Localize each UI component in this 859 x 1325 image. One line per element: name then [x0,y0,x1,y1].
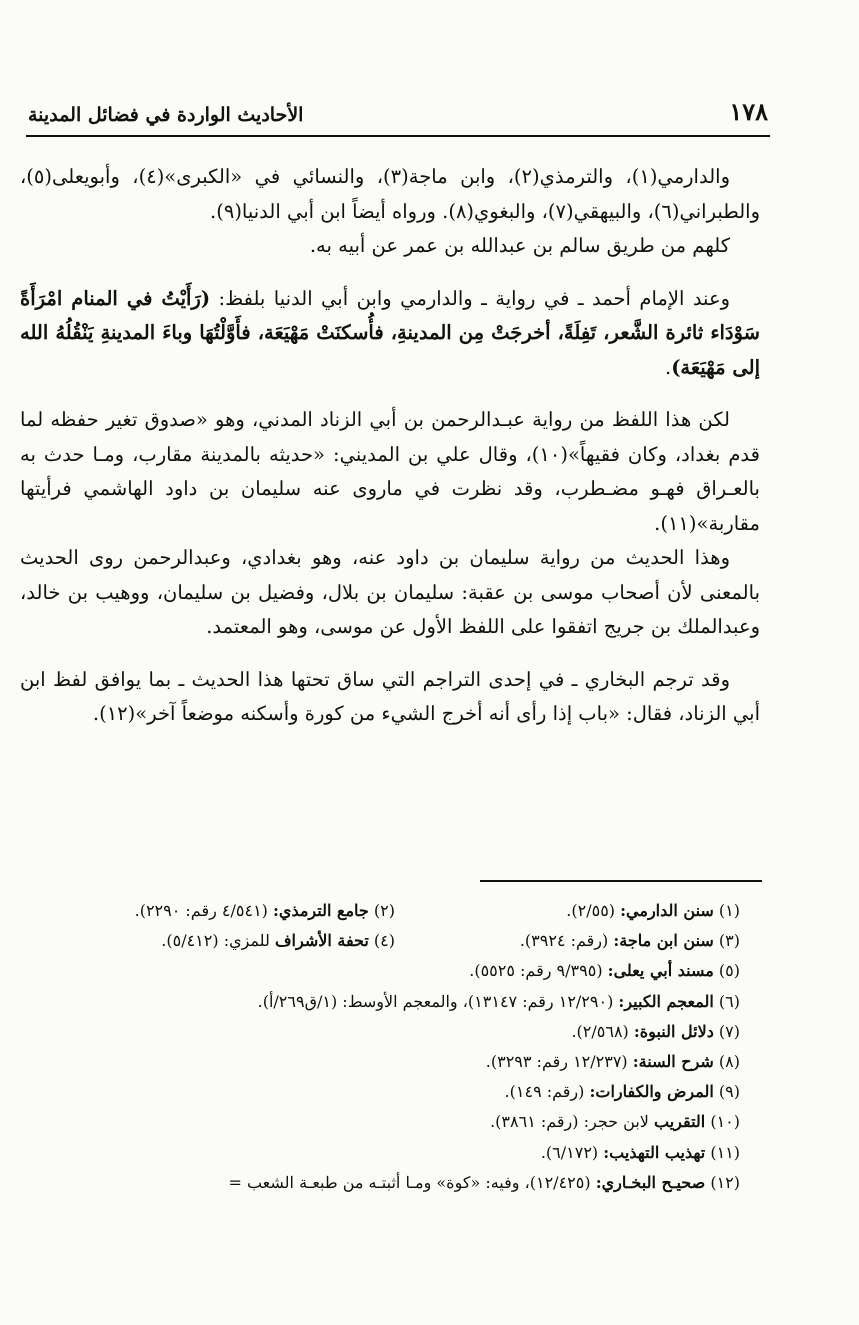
footnotes [20,896,740,1198]
footnote-item [486,1047,740,1077]
paragraph: وهذا الحديث من رواية سليمان بن داود عنه، وهو بغدادي، وعبدالرحمن روى الحديث بالمعنى لأن أصحاب موسى بن عقبة: سليمان بن بلال، وفضيل بن سليمان، ووهيب بن خالد، وعبدالملك بن جريج اتفقوا على اللفظ الأول عن موسى، وهو المعتمد. [20,546,760,638]
footnote-ref: (٢/٥٦٨). [571,1021,629,1041]
footnote-ref: (رقم: ١٤٩). [504,1082,585,1102]
footnote-item [490,1107,740,1137]
page-header [28,86,768,126]
main-text [20,160,760,732]
footnote-number: (٦) [718,991,740,1011]
footnote-ref: (٦/١٧٢). [540,1142,599,1162]
footnote-number: (٨) [718,1052,740,1072]
footnote-item [469,956,740,986]
footnote-ref: (٤/٥٤١ رقم: ٢٢٩٠). [134,901,268,920]
footnote-number: (٩) [718,1082,740,1102]
footnote-number: (١٢) [710,1172,740,1192]
footnote-row [20,1017,740,1047]
footnote-ref: (١٢/٢٩٠ رقم: ١٣١٤٧)، والمعجم الأوسط: (١/ق٢٦٩/أ). [257,991,614,1011]
footnote-title: المعجم الكبير: [618,991,714,1011]
footnote-number: (٥) [718,961,740,981]
footnote-row [20,926,740,956]
footnote-row [20,987,740,1017]
footnote-title: المرض والكفارات: [589,1082,714,1102]
footnote-rule [480,880,762,882]
footnote-ref: (٢/٥٥). [566,901,616,920]
paragraph-text: وعند الإمام أحمد ـ في رواية ـ والدارمي وابن أبي الدنيا بلفظ: [210,286,730,310]
running-title: الأحاديث الواردة في فضائل المدينة [28,104,304,126]
paragraph: وقد ترجم البخاري ـ في إحدى التراجم التي ساق تحتها هذا الحديث ـ بما يوافق لفظ ابن أبي الزناد، فقال: «باب إذا رأى أنه أخرج الشيء من كورة وأسكنه موضعاً آخر»(١٢). [20,667,760,725]
footnote-row [20,1077,740,1107]
footnote-ref: (١٢/٢٣٧ رقم: ٣٢٩٣). [485,1052,628,1072]
footnote-title: تحفة الأشراف [274,931,369,951]
footnote-row [20,1047,740,1077]
footnote-row [20,896,740,926]
footnote-item [258,987,740,1017]
footnote-title: سنن الدارمي: [620,901,714,920]
footnote-item [228,1168,740,1198]
hadith-quote: (رَأَيْتُ في المنام امْرَأَةً سَوْدَاء ثائرة الشَّعر، تَفِلَةً، أخرجَتْ مِن المدينةِ، فأُسكنَتْ مَهْيَعَة، فأَوَّلْتُهَا وباءَ المدينةِ يَنْقُلُهُ الله إلى مَهْيَعَة) [20,286,760,379]
footnote-item [571,1017,740,1047]
footnote-item [505,1077,740,1107]
paragraph: كلهم من طريق سالم بن عبدالله بن عمر عن أبيه به. [309,234,730,257]
page-number: ١٧٨ [729,97,768,126]
footnote-title: تهذيب التهذيب: [603,1142,706,1162]
header-rule [26,135,770,137]
footnote-title: شرح السنة: [632,1052,714,1072]
footnote-title: صحيـح البخـاري: [595,1172,706,1192]
footnote-item [395,896,740,926]
footnote-title: سنن ابن ماجة: [613,931,714,951]
footnote-number: (١٠) [710,1112,740,1132]
footnote-number: (٣) [718,931,740,951]
footnote-title: جامع الترمذي: [273,901,369,920]
paragraph-text: . [664,355,672,379]
paragraph [20,282,760,386]
footnote-row [20,956,740,986]
footnote-item [395,926,740,956]
footnote-item [161,926,395,956]
footnote-row [20,1107,740,1137]
footnote-item [135,896,395,926]
footnote-row [20,1138,740,1168]
footnote-title: مسند أبي يعلى: [607,961,714,981]
footnote-row [20,1168,740,1198]
footnote-number: (٧) [718,1021,740,1041]
footnote-number: (٤) [373,931,395,951]
footnote-number: (٢) [373,901,395,920]
footnote-ref: (رقم: ٣٩٢٤). [519,931,609,951]
footnote-number: (١١) [710,1142,740,1162]
footnote-ref: (٩/٣٩٥ رقم: ٥٥٢٥). [469,961,603,981]
footnote-title: دلائل النبوة: [633,1021,714,1041]
footnote-ref: لابن حجر: (رقم: ٣٨٦١). [490,1112,649,1132]
footnote-number: (١) [718,901,740,920]
footnote-ref: (١٢/٤٢٥)، وفيه: «كوة» ومـا أثبتـه من طبعـة الشعب = [228,1172,591,1192]
paragraph: والدارمي(١)، والترمذي(٢)، وابن ماجة(٣)، والنسائي في «الكبرى»(٤)، وأبويعلى(٥)، والطبراني(٦)، والبيهقي(٧)، والبغوي(٨). ورواه أيضاً ابن أبي الدنيا(٩). [20,165,760,223]
footnote-title: التقريب [653,1112,706,1132]
footnote-item [541,1138,740,1168]
footnote-ref: للمزي: (٥/٤١٢). [161,931,270,951]
paragraph: لكن هذا اللفظ من رواية عبـدالرحمن بن أبي الزناد المدني، وهو «صدوق تغير حفظه لما قدم بغداد، وكان فقيهاً»(١٠)، وقال علي بن المديني: «حديثه بالمدينة مقارب، ومـا حدث به بالعـراق فهـو مضـطرب، وقد نظرت في ماروى عنه سليمان بن داود الهاشمي فرأيتها مقاربة»(١١). [20,408,760,535]
